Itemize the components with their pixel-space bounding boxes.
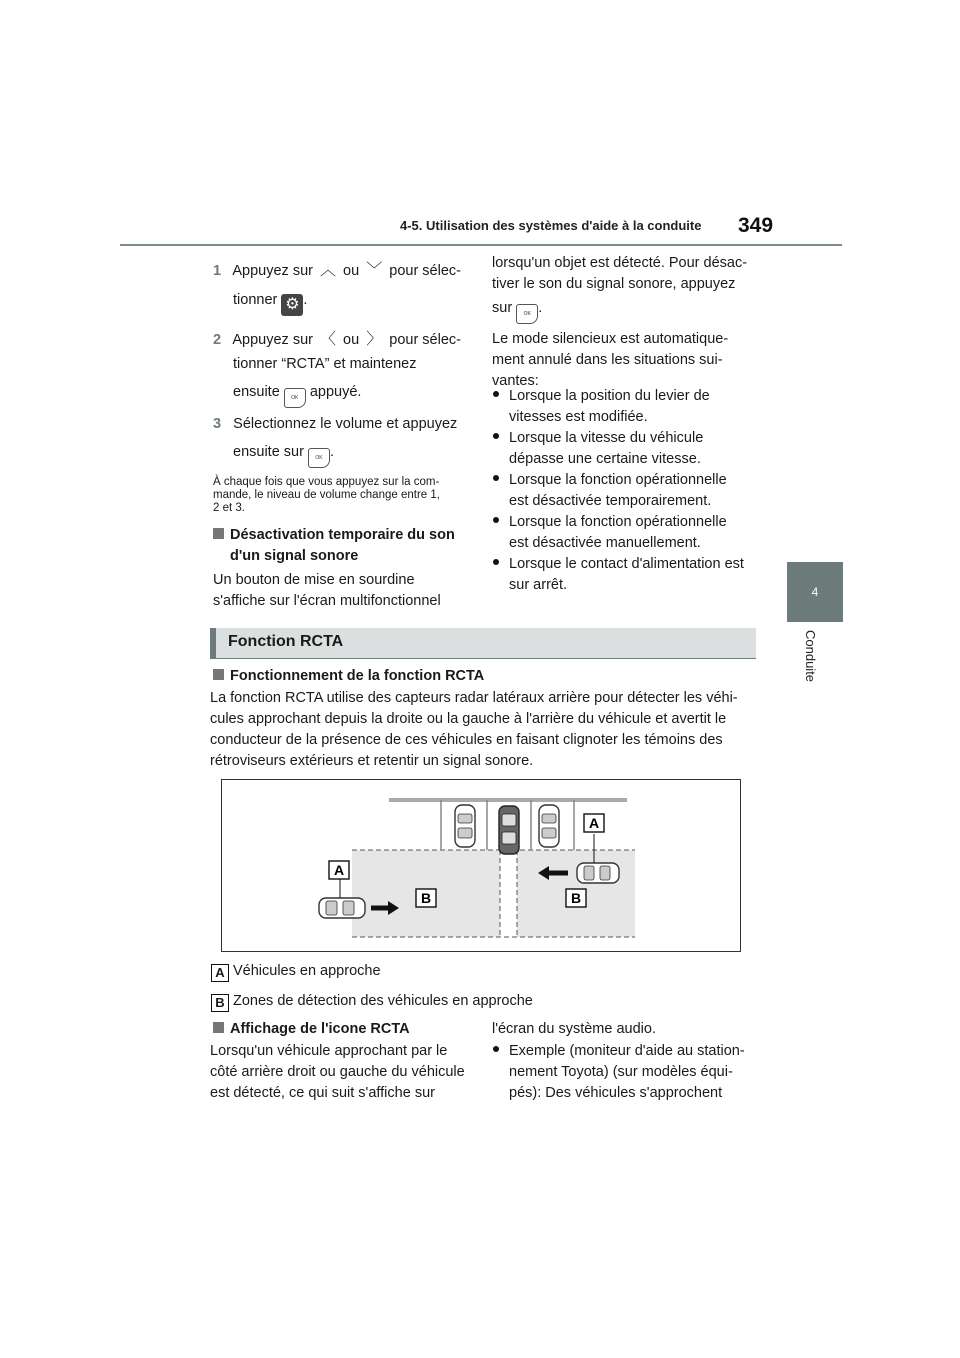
label-text: B [420,890,432,906]
subheading-text: Fonctionnement de la fonction RCTA [230,668,485,684]
right-paragraph-2 [492,329,728,392]
bullet-icon [493,517,499,523]
list-item-line: Lorsque le contact d'alimentation est [509,556,744,572]
subheading-line: d'un signal sonore [230,548,359,564]
ok-button-icon: OK [308,448,330,468]
note-line: À chaque fois que vous appuyez sur la com- [213,476,440,488]
step-text: tionner [233,292,278,308]
chevron-down-icon: ﹀ [366,262,383,279]
bullet-icon [493,475,499,481]
right-paragraph-1-end [492,298,542,324]
paragraph-text: . [538,300,543,316]
paragraph-line: Le mode silencieux est automatique- [492,331,729,347]
section-header [210,628,756,659]
rcta-diagram [221,779,741,952]
paragraph-line: vantes: [492,373,539,389]
list-item-line: est désactivée temporairement. [509,493,712,509]
step-1-line-1 [213,260,461,282]
step-text: . [329,444,334,460]
bottom-left-paragraph [210,1041,465,1104]
paragraph-text: sur [492,300,513,316]
label-a-right [584,814,604,832]
square-bullet-icon [213,1022,224,1033]
paragraph-line: La fonction RCTA utilise des capteurs radar latéraux arrière pour détecter les véhi- [210,690,738,706]
list-item-line: dépasse une certaine vitesse. [509,451,701,467]
legend-item-b [211,991,533,1012]
step-2-line-2: tionner “RCTA” et maintenez [233,356,417,372]
step-number: 1 [213,263,222,279]
paragraph-line: rétroviseurs extérieurs et retentir un signal sonore. [210,753,534,769]
chevron-up-icon: ︿ [320,262,337,279]
list-item-line: Lorsque la vitesse du véhicule [509,430,704,446]
bullet-icon [493,1046,499,1052]
list-item-line: pés): Des véhicules s'approchent [509,1085,723,1101]
bullet-icon [493,433,499,439]
page-number: 349 [738,214,774,237]
mute-paragraph [213,570,441,612]
square-bullet-icon [213,669,224,680]
label-b-left [416,889,436,907]
approaching-car-left-icon [319,898,365,918]
parked-car-icon [539,805,559,847]
bullet-icon [493,391,499,397]
label-text: A [588,815,600,831]
step-text: pour sélec- [389,332,461,348]
paragraph-line: Lorsqu'un véhicule approchant par le [210,1043,448,1059]
subheading-rcta [213,666,484,687]
list-item-line: vitesses est modifiée. [509,409,648,425]
header-rule [120,244,842,246]
legend-text: Zones de détection des véhicules en approche [233,993,533,1009]
list-item [493,428,744,470]
label-text: A [333,862,345,878]
paragraph-line: s'affiche sur l'écran multifonctionnel [213,593,441,609]
label-text: B [570,890,582,906]
legend-key: A [211,964,229,982]
list-item-line: Exemple (moniteur d'aide au station- [509,1043,745,1059]
ok-button-icon: OK [284,388,306,408]
step-1-line-2 [233,290,307,316]
list-item-line: sur arrêt. [509,577,568,593]
step-text: ensuite [233,384,280,400]
step-2-line-3 [233,382,361,408]
step-text: ensuite sur [233,444,304,460]
paragraph-line: est détecté, ce qui suit s'affiche sur [210,1085,435,1101]
subheading-mute [213,525,455,567]
chevron-left-icon: 〈 [320,331,337,348]
square-bullet-icon [213,528,224,539]
step-number: 2 [213,332,222,348]
step-text: . [303,292,308,308]
list-item-line: Lorsque la position du levier de [509,388,710,404]
step-2-line-1 [213,329,461,351]
step-3-line-2 [233,442,334,468]
paragraph-line: conducteur de la présence de ces véhicules en faisant clignoter les témoins des [210,732,723,748]
note-line: 2 et 3. [213,502,245,514]
step-number: 3 [213,416,222,432]
label-a-left [329,861,349,879]
step-text: ou [343,263,360,279]
step-text: ou [343,332,360,348]
list-item-line: Lorsque la fonction opérationnelle [509,472,727,488]
list-item-line: Lorsque la fonction opérationnelle [509,514,727,530]
paragraph-line: Un bouton de mise en sourdine [213,572,415,588]
list-item [493,470,744,512]
legend-text: Véhicules en approche [233,963,381,979]
list-item-line: est désactivée manuellement. [509,535,701,551]
step-text: Appuyez sur [232,332,313,348]
paragraph-line: ment annulé dans les situations sui- [492,352,723,368]
note [213,476,440,515]
bullet-list [493,386,744,596]
subheading-text: Affichage de l'icone RCTA [230,1021,410,1037]
paragraph-line: lorsqu'un objet est détecté. Pour désac- [492,255,748,271]
step-text: Sélectionnez le volume et appuyez [233,416,458,432]
list-item-line: nement Toyota) (sur modèles équi- [509,1064,733,1080]
list-item [493,554,744,596]
own-vehicle-icon [499,806,519,854]
paragraph-line: tiver le son du signal sonore, appuyez [492,276,736,292]
parked-car-icon [455,805,475,847]
bottom-right-bullet [493,1041,745,1104]
right-paragraph-1 [492,253,747,295]
rcta-diagram-svg [222,780,740,951]
label-b-right [566,889,586,907]
approaching-car-right-icon [577,863,619,883]
legend-key: B [211,994,229,1012]
bottom-right-paragraph: l'écran du système audio. [492,1021,656,1037]
chapter-tab [787,562,843,622]
bullet-icon [493,559,499,565]
section-header-title: Fonction RCTA [228,633,344,650]
paragraph-line: côté arrière droit ou gauche du véhicule [210,1064,465,1080]
ok-button-icon: OK [516,304,538,324]
subheading-line: Désactivation temporaire du son [230,527,455,543]
rcta-paragraph [210,688,750,772]
paragraph-line: cules approchant depuis la droite ou la gauche à l'arrière du véhicule et avertit le [210,711,727,727]
step-text: Appuyez sur [232,263,313,279]
settings-gear-icon: ⚙ [281,294,303,316]
subheading-icon [213,1019,410,1040]
chapter-label: Conduite [803,630,818,683]
section-title: 4-5. Utilisation des systèmes d'aide à la conduite [400,218,702,233]
step-3-line-1 [213,414,457,435]
list-item [493,386,744,428]
legend-item-a [211,961,381,982]
step-text: pour sélec- [389,263,461,279]
list-item [493,512,744,554]
step-text: appuyé. [309,384,362,400]
chevron-right-icon: 〉 [366,331,383,348]
note-line: mande, le niveau de volume change entre 1, [213,489,440,501]
chapter-number: 4 [811,585,819,599]
